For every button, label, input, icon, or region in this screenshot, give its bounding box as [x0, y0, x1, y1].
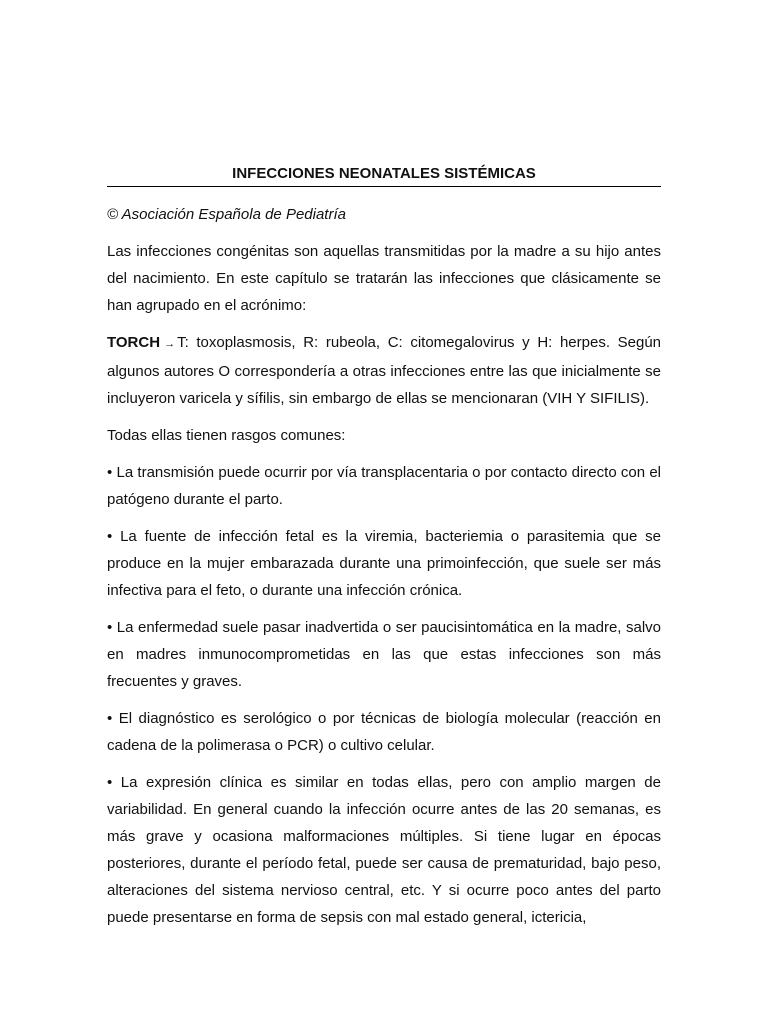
bullet-paragraph: • La expresión clínica es similar en todas ellas, pero con amplio margen de variabilidad. En general cuando la infección ocurre antes de las 20 semanas, es más grave y ocasiona malformaciones múltiples. Si tiene lugar en épocas posteriores, durante el período fetal, puede ser causa de prematuridad, bajo peso, alteraciones del sistema nervioso central, etc. Y si ocurre poco antes del parto puede presentarse en forma de sepsis con mal estado general, ictericia,	[107, 774, 661, 926]
torch-text: T: toxoplasmosis, R: rubeola, C: citomegalovirus y H: herpes. Según algunos autores O correspondería a otras infecciones entre las que inicialmente se incluyeron varicela y sífilis, sin embargo de ellas se mencionaran (VIH Y SIFILIS).	[107, 334, 661, 407]
bullet-paragraph: • La transmisión puede ocurrir por vía transplacentaria o por contacto directo con el patógeno durante el parto.	[107, 464, 661, 508]
arrow-icon: →	[164, 338, 176, 350]
common-traits-paragraph: Todas ellas tienen rasgos comunes:	[107, 427, 346, 444]
document-title: INFECCIONES NEONATALES SISTÉMICAS	[107, 164, 661, 187]
bullet-paragraph: • La enfermedad suele pasar inadvertida o ser paucisintomática en la madre, salvo en madres inmunocomprometidas en las que estas infecciones son más frecuentes y graves.	[107, 619, 661, 690]
torch-label: TORCH	[107, 334, 161, 351]
bullet-paragraph: • La fuente de infección fetal es la viremia, bacteriemia o parasitemia que se produce en la mujer embarazada durante una primoinfección, que suele ser más infectiva para el feto, o durante una infección crónica.	[107, 528, 661, 599]
torch-paragraph	[107, 329, 661, 412]
copyright-line: © Asociación Española de Pediatría	[107, 206, 346, 223]
bullet-paragraph: • El diagnóstico es serológico o por técnicas de biología molecular (reacción en cadena de la polimerasa o PCR) o cultivo celular.	[107, 710, 661, 754]
document-body	[107, 164, 661, 941]
intro-paragraph: Las infecciones congénitas son aquellas transmitidas por la madre a su hijo antes del nacimiento. En este capítulo se tratarán las infecciones que clásicamente se han agrupado en el acrónimo:	[107, 243, 661, 314]
